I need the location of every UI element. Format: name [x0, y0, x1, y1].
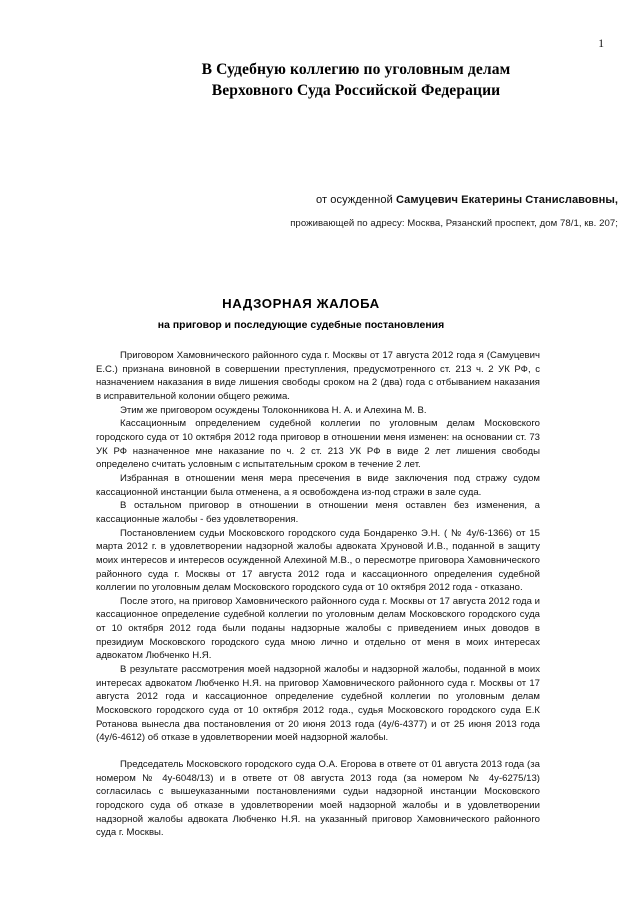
body-paragraph: Этим же приговором осуждены Толоконникова Н. А. и Алехина М. В. — [120, 404, 427, 416]
document-body — [96, 349, 540, 840]
document-title: НАДЗОРНАЯ ЖАЛОБА — [222, 296, 380, 311]
body-paragraph: В результате рассмотрения моей надзорной жалобы и надзорной жалобы, поданной в моих интересах адвокатом Любченко Н.Я. на приговор Хамовнического районного суда г. Москвы от 17 августа 2012 года и кассационное определение судебной коллегии по уголовным делам Московского городского суда от 10 октября 2012 года., судья Московского городского суда Е.К Ротанова вынесла два постановления от 20 июня 2013 года (4у/6-4377) и от 25 июня 2013 года (4у/6-4612) об отказе в удовлетворении моей надзорной жалобы. — [96, 664, 540, 744]
court-heading-line-1: В Судебную коллегию по уголовным делам — [201, 61, 511, 78]
court-heading — [0, 60, 606, 101]
body-paragraph: В остальном приговор в отношении в отношении меня оставлен без изменения, а кассационные жалобы - без удовлетворения. — [96, 500, 540, 525]
page-number: 1 — [598, 38, 604, 50]
document-subtitle: на приговор и последующие судебные постановления — [157, 320, 445, 331]
document-title-block — [0, 296, 602, 331]
body-paragraph: Избранная в отношении меня мера пресечения в виде заключения под стражу судом кассационной инстанции была отменена, а я освобождена из-под стражи в зале суда. — [96, 472, 540, 498]
court-heading-line-2: Верховного Суда Российской Федерации — [211, 81, 501, 99]
body-paragraph: Председатель Московского городского суда О.А. Егорова в ответе от 01 августа 2013 года (за номером № 4у-6048/13) и в ответе от 08 августа 2013 года (за номером № 4у-6275/13) согласилась с вышеуказанными постановлениями судьи надзорной инстанции Московского городского суда об отказе в удовлетворении моей надзорной жалобы и в удовлетворении надзорной жалобы адвоката Любченко Н.Я. на указанный приговор Хамовнического районного суда г. Москвы. — [96, 759, 540, 839]
applicant-block — [0, 194, 618, 230]
body-paragraph: Приговором Хамовнического районного суда г. Москвы от 17 августа 2012 года я (Самуцевич Е.С.) признана виновной в совершении преступления, предусмотренного ст. 213 ч. 2 УК РФ, с назначением наказания в виде лишения свободы сроком на 2 (два) года с отбыванием наказания в исправительной колонии общего режима. — [96, 350, 540, 402]
applicant-name-line — [0, 194, 618, 208]
body-paragraph: После этого, на приговор Хамовнического районного суда г. Москвы от 17 августа 2012 года и кассационное определение судебной коллегии по уголовным делам Московского городского суда от 10 октября 2012 года были поданы надзорные жалобы с приведением иных доводов в президиум Московского городского суда мною лично и отдельно от меня в моих интересах адвокатом Любченко Н.Я. — [96, 595, 540, 662]
body-paragraph: Постановлением судьи Московского городского суда Бондаренко Э.Н. ( № 4у/6-1366) от 15 марта 2012 г. в удовлетворении надзорной жалобы адвоката Хруновой И.В., поданной в защиту моих интересов и интересов осужденной Алехиной М.В., о пересмотре приговора Хамовнического районного суда г. Москвы от 17 августа 2012 года и кассационного определения судебной коллегии по уголовным делам Московского городского суда от 10 октября 2012 года - отказано. — [96, 527, 540, 594]
body-paragraph: Кассационным определением судебной коллегии по уголовным делам Московского городского суда от 10 октября 2012 года приговор в отношении меня изменен: на основании ст. 73 УК РФ назначенное мне наказание по ч. 2 ст. 213 УК РФ в виде 2 лет лишения свободы определено считать условным с испытательным сроком в течение 2 лет. — [96, 418, 540, 471]
applicant-prefix: от осужденной — [316, 194, 396, 206]
applicant-address: проживающей по адресу: Москва, Рязанский проспект, дом 78/1, кв. 207; — [290, 217, 618, 229]
applicant-name: Самуцевич Екатерины Станиславовны, — [395, 194, 618, 206]
